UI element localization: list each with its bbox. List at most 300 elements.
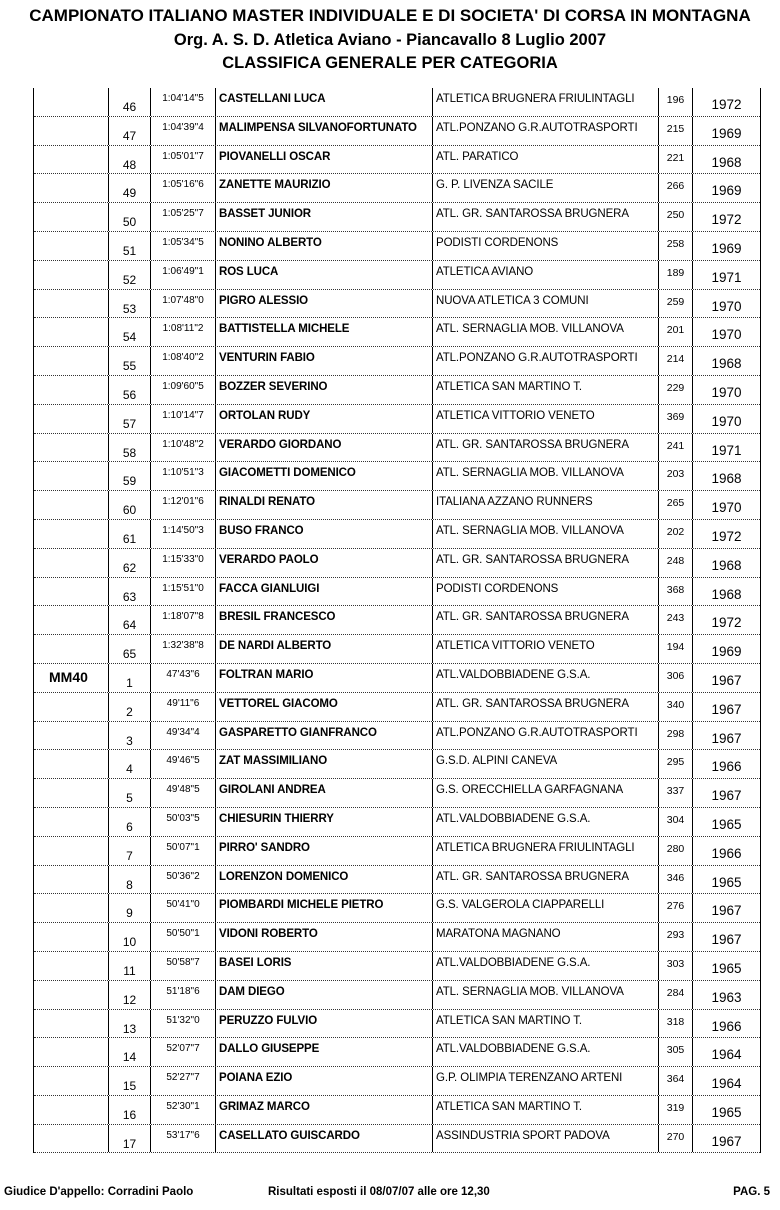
athlete-name-cell: BASSET JUNIOR bbox=[215, 203, 432, 231]
table-row bbox=[34, 952, 760, 981]
category-cell bbox=[34, 318, 108, 346]
table-row bbox=[34, 1038, 760, 1067]
athlete-name-cell: PIOMBARDI MICHELE PIETRO bbox=[215, 894, 432, 922]
time-cell: 50'07"1 bbox=[150, 837, 215, 865]
bib-number-cell: 303 bbox=[658, 952, 692, 980]
club-cell: ATL. GR. SANTAROSSA BRUGNERA bbox=[432, 203, 658, 231]
athlete-name-cell: PIRRO' SANDRO bbox=[215, 837, 432, 865]
document-title: CAMPIONATO ITALIANO MASTER INDIVIDUALE E DI SOCIETA' DI CORSA IN MONTAGNA bbox=[29, 6, 751, 25]
position-cell: 63 bbox=[108, 578, 150, 606]
athlete-name-cell: PIOVANELLI OSCAR bbox=[215, 146, 432, 174]
club-cell: ATL.PONZANO G.R.AUTOTRASPORTI bbox=[432, 117, 658, 145]
bib-number-cell: 306 bbox=[658, 664, 692, 692]
club-cell: ATLETICA BRUGNERA FRIULINTAGLI bbox=[432, 88, 658, 116]
birth-year-cell: 1968 bbox=[692, 347, 760, 375]
athlete-name-cell: VENTURIN FABIO bbox=[215, 347, 432, 375]
table-row bbox=[34, 722, 760, 751]
table-row bbox=[34, 520, 760, 549]
position-cell: 17 bbox=[108, 1125, 150, 1153]
bib-number-cell: 243 bbox=[658, 606, 692, 634]
athlete-name-cell: ROS LUCA bbox=[215, 261, 432, 289]
athlete-name-cell: DAM DIEGO bbox=[215, 981, 432, 1009]
bib-number-cell: 248 bbox=[658, 549, 692, 577]
club-cell: G.S. ORECCHIELLA GARFAGNANA bbox=[432, 779, 658, 807]
athlete-name-cell: ORTOLAN RUDY bbox=[215, 405, 432, 433]
position-cell: 65 bbox=[108, 635, 150, 663]
birth-year-cell: 1970 bbox=[692, 491, 760, 519]
category-cell bbox=[34, 779, 108, 807]
footer-page-number: PAG. 5 bbox=[733, 1186, 770, 1198]
time-cell: 50'41"0 bbox=[150, 894, 215, 922]
footer-results-posted: Risultati esposti il 08/07/07 alle ore 12,30 bbox=[268, 1186, 490, 1198]
time-cell: 1:08'40"2 bbox=[150, 347, 215, 375]
table-row bbox=[34, 174, 760, 203]
category-cell bbox=[34, 1010, 108, 1038]
bib-number-cell: 203 bbox=[658, 462, 692, 490]
bib-number-cell: 250 bbox=[658, 203, 692, 231]
birth-year-cell: 1969 bbox=[692, 232, 760, 260]
club-cell: G. P. LIVENZA SACILE bbox=[432, 174, 658, 202]
table-row bbox=[34, 866, 760, 895]
table-row bbox=[34, 1010, 760, 1039]
birth-year-cell: 1967 bbox=[692, 693, 760, 721]
table-row bbox=[34, 318, 760, 347]
category-cell bbox=[34, 693, 108, 721]
time-cell: 1:05'25"7 bbox=[150, 203, 215, 231]
club-cell: ATLETICA SAN MARTINO T. bbox=[432, 1096, 658, 1124]
birth-year-cell: 1968 bbox=[692, 146, 760, 174]
athlete-name-cell: DE NARDI ALBERTO bbox=[215, 635, 432, 663]
category-cell bbox=[34, 952, 108, 980]
athlete-name-cell: GIACOMETTI DOMENICO bbox=[215, 462, 432, 490]
athlete-name-cell: PIGRO ALESSIO bbox=[215, 290, 432, 318]
club-cell: ASSINDUSTRIA SPORT PADOVA bbox=[432, 1125, 658, 1153]
time-cell: 1:15'33"0 bbox=[150, 549, 215, 577]
bib-number-cell: 201 bbox=[658, 318, 692, 346]
position-cell: 3 bbox=[108, 722, 150, 750]
time-cell: 1:15'51"0 bbox=[150, 578, 215, 606]
club-cell: ATL.VALDOBBIADENE G.S.A. bbox=[432, 808, 658, 836]
table-row bbox=[34, 1125, 760, 1154]
time-cell: 52'30"1 bbox=[150, 1096, 215, 1124]
time-cell: 51'18"6 bbox=[150, 981, 215, 1009]
birth-year-cell: 1969 bbox=[692, 117, 760, 145]
table-row bbox=[34, 146, 760, 175]
club-cell: ATLETICA SAN MARTINO T. bbox=[432, 1010, 658, 1038]
athlete-name-cell: NONINO ALBERTO bbox=[215, 232, 432, 260]
bib-number-cell: 270 bbox=[658, 1125, 692, 1153]
time-cell: 1:09'60"5 bbox=[150, 376, 215, 404]
birth-year-cell: 1972 bbox=[692, 203, 760, 231]
category-cell bbox=[34, 261, 108, 289]
club-cell: G.S. VALGEROLA CIAPPARELLI bbox=[432, 894, 658, 922]
athlete-name-cell: FACCA GIANLUIGI bbox=[215, 578, 432, 606]
category-cell bbox=[34, 549, 108, 577]
bib-number-cell: 241 bbox=[658, 434, 692, 462]
position-cell: 57 bbox=[108, 405, 150, 433]
club-cell: G.S.D. ALPINI CANEVA bbox=[432, 750, 658, 778]
birth-year-cell: 1965 bbox=[692, 866, 760, 894]
athlete-name-cell: CASELLATO GUISCARDO bbox=[215, 1125, 432, 1153]
table-row bbox=[34, 405, 760, 434]
bib-number-cell: 258 bbox=[658, 232, 692, 260]
category-cell bbox=[34, 837, 108, 865]
table-row bbox=[34, 290, 760, 319]
table-row bbox=[34, 434, 760, 463]
table-row bbox=[34, 808, 760, 837]
position-cell: 46 bbox=[108, 88, 150, 116]
time-cell: 50'50"1 bbox=[150, 923, 215, 951]
position-cell: 14 bbox=[108, 1038, 150, 1066]
position-cell: 51 bbox=[108, 232, 150, 260]
birth-year-cell: 1965 bbox=[692, 952, 760, 980]
bib-number-cell: 189 bbox=[658, 261, 692, 289]
birth-year-cell: 1967 bbox=[692, 779, 760, 807]
club-cell: ATL. GR. SANTAROSSA BRUGNERA bbox=[432, 549, 658, 577]
position-cell: 52 bbox=[108, 261, 150, 289]
bib-number-cell: 259 bbox=[658, 290, 692, 318]
birth-year-cell: 1964 bbox=[692, 1038, 760, 1066]
bib-number-cell: 196 bbox=[658, 88, 692, 116]
birth-year-cell: 1967 bbox=[692, 664, 760, 692]
bib-number-cell: 304 bbox=[658, 808, 692, 836]
time-cell: 1:04'39"4 bbox=[150, 117, 215, 145]
athlete-name-cell: VERARDO GIORDANO bbox=[215, 434, 432, 462]
position-cell: 47 bbox=[108, 117, 150, 145]
club-cell: ATLETICA AVIANO bbox=[432, 261, 658, 289]
birth-year-cell: 1972 bbox=[692, 606, 760, 634]
birth-year-cell: 1969 bbox=[692, 635, 760, 663]
position-cell: 13 bbox=[108, 1010, 150, 1038]
club-cell: ATL.PONZANO G.R.AUTOTRASPORTI bbox=[432, 347, 658, 375]
position-cell: 59 bbox=[108, 462, 150, 490]
position-cell: 64 bbox=[108, 606, 150, 634]
bib-number-cell: 214 bbox=[658, 347, 692, 375]
club-cell: ATL. SERNAGLIA MOB. VILLANOVA bbox=[432, 520, 658, 548]
bib-number-cell: 319 bbox=[658, 1096, 692, 1124]
birth-year-cell: 1968 bbox=[692, 578, 760, 606]
athlete-name-cell: VETTOREL GIACOMO bbox=[215, 693, 432, 721]
club-cell: ATL. GR. SANTAROSSA BRUGNERA bbox=[432, 866, 658, 894]
athlete-name-cell: BATTISTELLA MICHELE bbox=[215, 318, 432, 346]
time-cell: 49'48"5 bbox=[150, 779, 215, 807]
category-cell bbox=[34, 88, 108, 116]
position-cell: 6 bbox=[108, 808, 150, 836]
time-cell: 50'36"2 bbox=[150, 866, 215, 894]
table-row bbox=[34, 347, 760, 376]
club-cell: G.P. OLIMPIA TERENZANO ARTENI bbox=[432, 1067, 658, 1095]
time-cell: 49'46"5 bbox=[150, 750, 215, 778]
birth-year-cell: 1972 bbox=[692, 88, 760, 116]
athlete-name-cell: GIROLANI ANDREA bbox=[215, 779, 432, 807]
category-cell bbox=[34, 923, 108, 951]
club-cell: MARATONA MAGNANO bbox=[432, 923, 658, 951]
position-cell: 61 bbox=[108, 520, 150, 548]
bib-number-cell: 298 bbox=[658, 722, 692, 750]
bib-number-cell: 368 bbox=[658, 578, 692, 606]
bib-number-cell: 202 bbox=[658, 520, 692, 548]
table-row bbox=[34, 261, 760, 290]
category-cell bbox=[34, 434, 108, 462]
position-cell: 55 bbox=[108, 347, 150, 375]
table-row bbox=[34, 462, 760, 491]
birth-year-cell: 1970 bbox=[692, 318, 760, 346]
club-cell: ATL. GR. SANTAROSSA BRUGNERA bbox=[432, 693, 658, 721]
athlete-name-cell: VERARDO PAOLO bbox=[215, 549, 432, 577]
bib-number-cell: 305 bbox=[658, 1038, 692, 1066]
birth-year-cell: 1967 bbox=[692, 894, 760, 922]
time-cell: 51'32"0 bbox=[150, 1010, 215, 1038]
table-row bbox=[34, 376, 760, 405]
athlete-name-cell: BRESIL FRANCESCO bbox=[215, 606, 432, 634]
birth-year-cell: 1965 bbox=[692, 1096, 760, 1124]
bib-number-cell: 318 bbox=[658, 1010, 692, 1038]
birth-year-cell: 1968 bbox=[692, 549, 760, 577]
club-cell: ATL. SERNAGLIA MOB. VILLANOVA bbox=[432, 462, 658, 490]
category-cell bbox=[34, 1125, 108, 1153]
category-cell bbox=[34, 722, 108, 750]
position-cell: 7 bbox=[108, 837, 150, 865]
birth-year-cell: 1965 bbox=[692, 808, 760, 836]
position-cell: 16 bbox=[108, 1096, 150, 1124]
athlete-name-cell: ZAT MASSIMILIANO bbox=[215, 750, 432, 778]
athlete-name-cell: GASPARETTO GIANFRANCO bbox=[215, 722, 432, 750]
position-cell: 10 bbox=[108, 923, 150, 951]
club-cell: NUOVA ATLETICA 3 COMUNI bbox=[432, 290, 658, 318]
category-cell bbox=[34, 462, 108, 490]
position-cell: 11 bbox=[108, 952, 150, 980]
club-cell: ATL.VALDOBBIADENE G.S.A. bbox=[432, 952, 658, 980]
bib-number-cell: 229 bbox=[658, 376, 692, 404]
table-row bbox=[34, 117, 760, 146]
position-cell: 9 bbox=[108, 894, 150, 922]
position-cell: 1 bbox=[108, 664, 150, 692]
bib-number-cell: 364 bbox=[658, 1067, 692, 1095]
bib-number-cell: 266 bbox=[658, 174, 692, 202]
footer-judge: Giudice D'appello: Corradini Paolo bbox=[4, 1186, 194, 1198]
bib-number-cell: 215 bbox=[658, 117, 692, 145]
time-cell: 47'43"6 bbox=[150, 664, 215, 692]
position-cell: 15 bbox=[108, 1067, 150, 1095]
time-cell: 1:05'34"5 bbox=[150, 232, 215, 260]
birth-year-cell: 1964 bbox=[692, 1067, 760, 1095]
bib-number-cell: 280 bbox=[658, 837, 692, 865]
category-cell bbox=[34, 520, 108, 548]
athlete-name-cell: FOLTRAN MARIO bbox=[215, 664, 432, 692]
bib-number-cell: 276 bbox=[658, 894, 692, 922]
athlete-name-cell: LORENZON DOMENICO bbox=[215, 866, 432, 894]
birth-year-cell: 1967 bbox=[692, 923, 760, 951]
category-cell bbox=[34, 808, 108, 836]
organizer-line: Org. A. S. D. Atletica Aviano - Piancavallo 8 Luglio 2007 bbox=[173, 31, 607, 49]
time-cell: 1:12'01"6 bbox=[150, 491, 215, 519]
athlete-name-cell: CHIESURIN THIERRY bbox=[215, 808, 432, 836]
athlete-name-cell: POIANA EZIO bbox=[215, 1067, 432, 1095]
table-row bbox=[34, 664, 760, 693]
birth-year-cell: 1971 bbox=[692, 434, 760, 462]
table-row bbox=[34, 1067, 760, 1096]
time-cell: 1:10'14"7 bbox=[150, 405, 215, 433]
birth-year-cell: 1963 bbox=[692, 981, 760, 1009]
birth-year-cell: 1972 bbox=[692, 520, 760, 548]
athlete-name-cell: VIDONI ROBERTO bbox=[215, 923, 432, 951]
table-row bbox=[34, 491, 760, 520]
time-cell: 52'27"7 bbox=[150, 1067, 215, 1095]
time-cell: 49'11"6 bbox=[150, 693, 215, 721]
club-cell: ATL. GR. SANTAROSSA BRUGNERA bbox=[432, 606, 658, 634]
category-cell bbox=[34, 1067, 108, 1095]
birth-year-cell: 1967 bbox=[692, 722, 760, 750]
category-cell bbox=[34, 290, 108, 318]
time-cell: 1:10'51"3 bbox=[150, 462, 215, 490]
category-cell bbox=[34, 635, 108, 663]
table-row bbox=[34, 750, 760, 779]
table-row bbox=[34, 606, 760, 635]
time-cell: 1:07'48"0 bbox=[150, 290, 215, 318]
category-cell bbox=[34, 1038, 108, 1066]
position-cell: 4 bbox=[108, 750, 150, 778]
club-cell: ATL.PONZANO G.R.AUTOTRASPORTI bbox=[432, 722, 658, 750]
table-row bbox=[34, 549, 760, 578]
club-cell: ATLETICA SAN MARTINO T. bbox=[432, 376, 658, 404]
position-cell: 12 bbox=[108, 981, 150, 1009]
category-cell bbox=[34, 981, 108, 1009]
athlete-name-cell: BOZZER SEVERINO bbox=[215, 376, 432, 404]
table-row bbox=[34, 232, 760, 261]
athlete-name-cell: PERUZZO FULVIO bbox=[215, 1010, 432, 1038]
table-row bbox=[34, 837, 760, 866]
birth-year-cell: 1970 bbox=[692, 376, 760, 404]
position-cell: 49 bbox=[108, 174, 150, 202]
athlete-name-cell: RINALDI RENATO bbox=[215, 491, 432, 519]
category-cell bbox=[34, 117, 108, 145]
category-cell bbox=[34, 232, 108, 260]
table-row bbox=[34, 578, 760, 607]
position-cell: 5 bbox=[108, 779, 150, 807]
time-cell: 1:05'16"6 bbox=[150, 174, 215, 202]
category-cell bbox=[34, 894, 108, 922]
club-cell: ATL. PARATICO bbox=[432, 146, 658, 174]
category-cell bbox=[34, 866, 108, 894]
birth-year-cell: 1966 bbox=[692, 837, 760, 865]
position-cell: 58 bbox=[108, 434, 150, 462]
category-cell bbox=[34, 146, 108, 174]
results-table bbox=[33, 88, 761, 1153]
time-cell: 1:14'50"3 bbox=[150, 520, 215, 548]
position-cell: 62 bbox=[108, 549, 150, 577]
bib-number-cell: 194 bbox=[658, 635, 692, 663]
position-cell: 48 bbox=[108, 146, 150, 174]
bib-number-cell: 340 bbox=[658, 693, 692, 721]
athlete-name-cell: DALLO GIUSEPPE bbox=[215, 1038, 432, 1066]
time-cell: 1:32'38"8 bbox=[150, 635, 215, 663]
club-cell: ATL. SERNAGLIA MOB. VILLANOVA bbox=[432, 981, 658, 1009]
category-cell bbox=[34, 376, 108, 404]
birth-year-cell: 1970 bbox=[692, 290, 760, 318]
table-row bbox=[34, 923, 760, 952]
birth-year-cell: 1966 bbox=[692, 1010, 760, 1038]
athlete-name-cell: CASTELLANI LUCA bbox=[215, 88, 432, 116]
category-cell bbox=[34, 174, 108, 202]
table-row bbox=[34, 88, 760, 117]
category-cell bbox=[34, 578, 108, 606]
position-cell: 60 bbox=[108, 491, 150, 519]
table-row bbox=[34, 981, 760, 1010]
club-cell: ATL. SERNAGLIA MOB. VILLANOVA bbox=[432, 318, 658, 346]
athlete-name-cell: ZANETTE MAURIZIO bbox=[215, 174, 432, 202]
category-cell bbox=[34, 347, 108, 375]
table-row bbox=[34, 693, 760, 722]
table-row bbox=[34, 1096, 760, 1125]
birth-year-cell: 1968 bbox=[692, 462, 760, 490]
bib-number-cell: 295 bbox=[658, 750, 692, 778]
position-cell: 56 bbox=[108, 376, 150, 404]
position-cell: 54 bbox=[108, 318, 150, 346]
position-cell: 50 bbox=[108, 203, 150, 231]
time-cell: 1:04'14"5 bbox=[150, 88, 215, 116]
time-cell: 50'03"5 bbox=[150, 808, 215, 836]
athlete-name-cell: BASEI LORIS bbox=[215, 952, 432, 980]
table-row bbox=[34, 635, 760, 664]
table-row bbox=[34, 894, 760, 923]
category-cell bbox=[34, 405, 108, 433]
bib-number-cell: 265 bbox=[658, 491, 692, 519]
time-cell: 1:06'49"1 bbox=[150, 261, 215, 289]
bib-number-cell: 369 bbox=[658, 405, 692, 433]
time-cell: 49'34"4 bbox=[150, 722, 215, 750]
club-cell: PODISTI CORDENONS bbox=[432, 578, 658, 606]
time-cell: 1:18'07"8 bbox=[150, 606, 215, 634]
bib-number-cell: 221 bbox=[658, 146, 692, 174]
position-cell: 53 bbox=[108, 290, 150, 318]
classification-subtitle: CLASSIFICA GENERALE PER CATEGORIA bbox=[222, 54, 558, 72]
category-cell bbox=[34, 1096, 108, 1124]
category-cell bbox=[34, 606, 108, 634]
club-cell: ATLETICA VITTORIO VENETO bbox=[432, 405, 658, 433]
birth-year-cell: 1966 bbox=[692, 750, 760, 778]
bib-number-cell: 337 bbox=[658, 779, 692, 807]
time-cell: 53'17"6 bbox=[150, 1125, 215, 1153]
club-cell: ITALIANA AZZANO RUNNERS bbox=[432, 491, 658, 519]
category-cell bbox=[34, 491, 108, 519]
club-cell: ATLETICA BRUGNERA FRIULINTAGLI bbox=[432, 837, 658, 865]
club-cell: ATL.VALDOBBIADENE G.S.A. bbox=[432, 664, 658, 692]
time-cell: 52'07"7 bbox=[150, 1038, 215, 1066]
position-cell: 2 bbox=[108, 693, 150, 721]
athlete-name-cell: MALIMPENSA SILVANOFORTUNATO bbox=[215, 117, 432, 145]
time-cell: 1:10'48"2 bbox=[150, 434, 215, 462]
category-cell bbox=[34, 203, 108, 231]
club-cell: PODISTI CORDENONS bbox=[432, 232, 658, 260]
club-cell: ATLETICA VITTORIO VENETO bbox=[432, 635, 658, 663]
bib-number-cell: 284 bbox=[658, 981, 692, 1009]
position-cell: 8 bbox=[108, 866, 150, 894]
birth-year-cell: 1969 bbox=[692, 174, 760, 202]
birth-year-cell: 1967 bbox=[692, 1125, 760, 1153]
club-cell: ATL.VALDOBBIADENE G.S.A. bbox=[432, 1038, 658, 1066]
bib-number-cell: 346 bbox=[658, 866, 692, 894]
club-cell: ATL. GR. SANTAROSSA BRUGNERA bbox=[432, 434, 658, 462]
birth-year-cell: 1970 bbox=[692, 405, 760, 433]
category-cell bbox=[34, 750, 108, 778]
table-row bbox=[34, 203, 760, 232]
table-row bbox=[34, 779, 760, 808]
athlete-name-cell: GRIMAZ MARCO bbox=[215, 1096, 432, 1124]
time-cell: 50'58"7 bbox=[150, 952, 215, 980]
bib-number-cell: 293 bbox=[658, 923, 692, 951]
category-cell: MM40 bbox=[49, 668, 88, 685]
time-cell: 1:08'11"2 bbox=[150, 318, 215, 346]
